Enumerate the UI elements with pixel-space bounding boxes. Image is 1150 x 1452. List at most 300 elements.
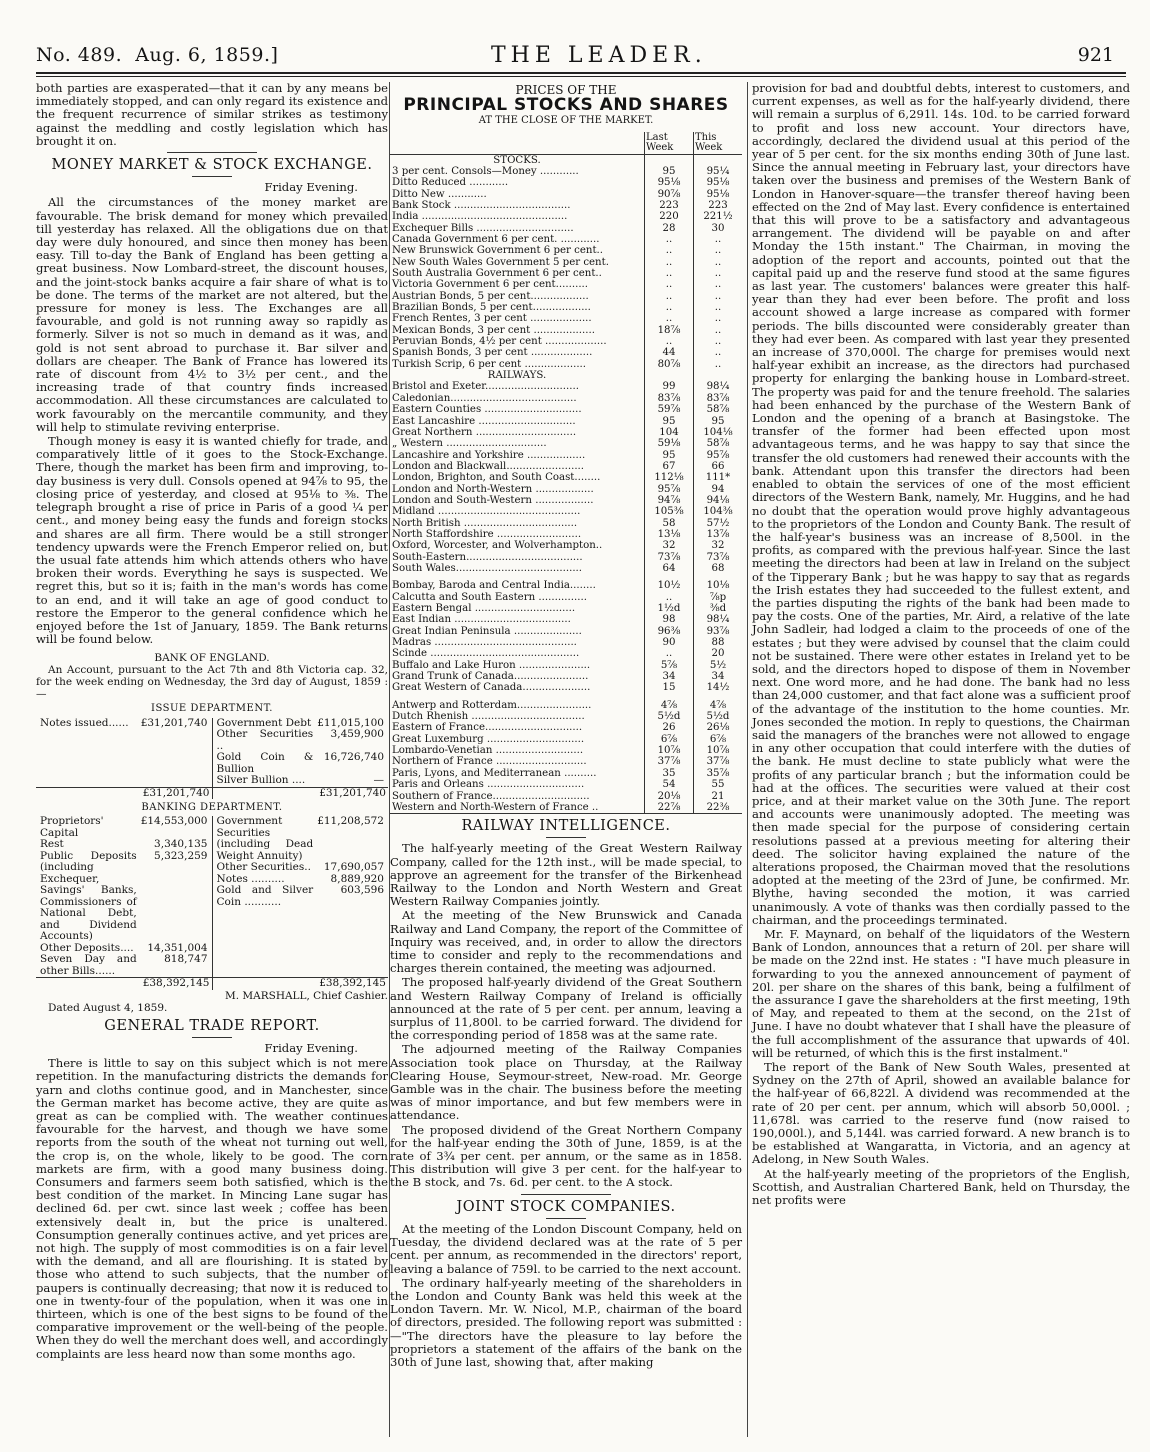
stock-name: New Brunswick Government 6 per cent.. bbox=[392, 245, 604, 257]
bank-item-label: Government Securities (including Dead Weight Annuity) bbox=[216, 815, 314, 862]
stock-category-label: STOCKS. bbox=[493, 154, 541, 166]
stock-last-week: 95⅞ bbox=[645, 484, 694, 495]
issue-row bbox=[38, 718, 210, 730]
stock-name: 3 per cent. Consols—Money ............ bbox=[392, 165, 579, 177]
bank-item-label: Notes issued...... bbox=[40, 716, 129, 729]
stock-this-week: 104⅜ bbox=[694, 506, 743, 517]
last-week-header: Last Week bbox=[645, 132, 694, 155]
stock-last-week: 15 bbox=[645, 682, 694, 693]
stock-this-week: 22⅜ bbox=[694, 802, 743, 814]
stock-name-header bbox=[390, 132, 645, 155]
stock-row bbox=[390, 427, 742, 438]
stock-name: Great Northern ............................... bbox=[392, 426, 577, 438]
stock-row bbox=[390, 245, 742, 256]
stock-last-week: 20⅛ bbox=[645, 791, 694, 802]
stock-last-week: 54 bbox=[645, 779, 694, 790]
stock-name: Ditto Reduced ............ bbox=[392, 177, 509, 189]
stock-last-week: 1½d bbox=[645, 603, 694, 614]
stock-last-week: 5½d bbox=[645, 711, 694, 722]
stock-name: Paris, Lyons, and Mediterranean .......... bbox=[392, 767, 597, 779]
stock-this-week: .. bbox=[694, 279, 743, 290]
stock-this-week: 20 bbox=[694, 648, 743, 659]
chartered-bank-paragraph: At the half-yearly meeting of the proprietors of the English, Scottish, and Australian Chartered Bank, held on Thursday, the net profits were bbox=[752, 1166, 1130, 1208]
stock-name: East Indian .................................... bbox=[392, 614, 571, 626]
bank-intro: An Account, pursuant to the Act 7th and 8th Victoria cap. 32, for the week ending on Wednesday, the 3rd day of August, 1859 :— bbox=[36, 664, 388, 701]
stock-name: „ Western ............................... bbox=[392, 438, 547, 450]
stock-this-week: .. bbox=[694, 359, 743, 370]
stock-row bbox=[390, 336, 742, 347]
stock-last-week: 104 bbox=[645, 427, 694, 438]
stock-row bbox=[390, 257, 742, 268]
stock-row bbox=[390, 381, 742, 392]
stock-row bbox=[390, 438, 742, 449]
issue-department-title: ISSUE DEPARTMENT. bbox=[151, 703, 273, 715]
stock-row bbox=[390, 563, 742, 574]
stock-row bbox=[390, 416, 742, 427]
stock-name: Western and North-Western of France .. bbox=[390, 802, 645, 814]
stock-row bbox=[390, 722, 742, 733]
money-market-paragraph: All the circumstances of the money market are favourable. The brisk demand for money which prevailed till yesterday has relaxed. All the obligations due on that day were duly honoured, and since then money has been easy. Till to-day the Bank of England has been getting a great business. Now Lombard-street, the discount houses, and the joint-stock banks acquire a fair share of what is to be done. The terms of the market are not altered, but the pressure for money is less. The Exchanges are all favourable, and gold is not running away so rapidly as formerly. Silver is not so much in demand as it was, and gold is not sent abroad to purchase it. Bar silver and dollars are cheaper. The Bank of France has lowered its rate of discount from 4½ to 3½ per cent., and the increasing trade of that country finds increased accommodation. All these circumstances are calculated to work favourably on the mercantile community, and they will help to stimulate reviving enterprise. bbox=[36, 195, 388, 434]
stock-this-week: 37⅞ bbox=[694, 756, 743, 767]
bank-item-amount: 17,690,057 bbox=[323, 861, 384, 874]
stock-name: Great Luxemburg .............................. bbox=[392, 733, 585, 745]
stock-last-week: 64 bbox=[645, 563, 694, 574]
stock-this-week: 95⅛ bbox=[694, 189, 743, 200]
banking-row bbox=[215, 885, 387, 908]
stock-name: Turkish Scrip, 6 per cent ................... bbox=[392, 358, 587, 370]
stock-name: Dutch Rhenish ................................... bbox=[392, 711, 585, 723]
stock-name: South-Eastern.................................... bbox=[392, 551, 583, 563]
stock-row bbox=[390, 791, 742, 802]
stock-this-week: 5½d bbox=[694, 711, 743, 722]
stock-this-week: 94 bbox=[694, 484, 743, 495]
stock-last-week: .. bbox=[645, 234, 694, 245]
stock-row bbox=[390, 177, 742, 188]
stock-last-week: 80⅞ bbox=[645, 359, 694, 370]
stock-last-week: 112⅛ bbox=[645, 472, 694, 483]
new-south-wales-paragraph: The report of the Bank of New South Wales, presented at Sydney on the 27th of April, showed an available balance for the half-year of 66,822l. A dividend was recommended at the rate of 20 per cent. per annum, which will absorb 50,000l. ; 11,678l. was carried to the reserve fund (now raised to 190,000l.), and 5,144l. was carried forward. A new branch is to be established at Wangaratta, in Victoria, and an agency at Adelong, in New South Wales. bbox=[752, 1060, 1130, 1167]
stock-name: Lombardo-Venetian ........................... bbox=[392, 745, 584, 757]
stock-name: London and Blackwall........................ bbox=[392, 460, 585, 472]
banking-assets bbox=[212, 816, 388, 978]
banking-row bbox=[38, 954, 210, 977]
column-divider bbox=[747, 82, 748, 1437]
stock-name: Great Western of Canada..................... bbox=[392, 682, 591, 694]
stock-this-week: .. bbox=[694, 291, 743, 302]
stock-name: Lancashire and Yorkshire .................. bbox=[392, 449, 586, 461]
stock-this-week: 88 bbox=[694, 637, 743, 648]
stock-last-week: 83⅞ bbox=[645, 393, 694, 404]
stock-last-week: .. bbox=[645, 313, 694, 324]
bank-item-amount: 16,726,740 bbox=[323, 751, 384, 764]
stock-this-week: 223 bbox=[694, 200, 743, 211]
stock-this-week: 6⅞ bbox=[694, 734, 743, 745]
stock-this-week: .. bbox=[694, 257, 743, 268]
stock-name: Eastern of France.............................. bbox=[392, 722, 583, 734]
stock-name: Caledonian....................................... bbox=[392, 392, 577, 404]
railway-heading: RAILWAY INTELLIGENCE. bbox=[461, 818, 671, 835]
issue-row bbox=[215, 729, 387, 752]
stock-row bbox=[390, 711, 742, 722]
stock-row bbox=[390, 660, 742, 671]
bank-item-label: Public Deposits (including Exchequer, Savings' Banks, Commissioners of National Debt, and Dividend Accounts) bbox=[40, 849, 137, 943]
stock-last-week: 44 bbox=[645, 347, 694, 358]
stock-this-week: .. bbox=[694, 313, 743, 324]
stock-row bbox=[390, 506, 742, 517]
header-rule-thin bbox=[36, 76, 1126, 77]
issue-row bbox=[215, 775, 387, 787]
bank-item-amount: £31,201,740 bbox=[140, 716, 208, 729]
stock-row bbox=[390, 200, 742, 211]
general-trade-date: Friday Evening. bbox=[264, 1040, 358, 1055]
stock-name: North Staffordshire .......................... bbox=[392, 528, 582, 540]
bank-item-amount: 8,889,920 bbox=[330, 872, 384, 885]
stock-last-week: 32 bbox=[645, 540, 694, 551]
stock-row bbox=[390, 682, 742, 693]
stock-last-week: 22⅞ bbox=[645, 802, 694, 814]
banking-department-table bbox=[36, 816, 388, 990]
stock-last-week: 98 bbox=[645, 614, 694, 625]
stock-last-week: 73⅞ bbox=[645, 552, 694, 563]
general-trade-heading: GENERAL TRADE REPORT. bbox=[104, 1017, 320, 1034]
section-rule bbox=[546, 1218, 586, 1219]
stock-name: Spanish Bonds, 3 per cent ................... bbox=[392, 347, 593, 359]
stock-row bbox=[390, 614, 742, 625]
stock-row bbox=[390, 302, 742, 313]
stock-last-week: 105⅜ bbox=[645, 506, 694, 517]
stock-row bbox=[390, 671, 742, 682]
stock-last-week: .. bbox=[645, 279, 694, 290]
stock-row bbox=[390, 637, 742, 648]
issue-assets bbox=[212, 718, 388, 788]
stock-this-week: 10⅞ bbox=[694, 745, 743, 756]
stock-this-week: .. bbox=[694, 336, 743, 347]
stock-last-week: 18⅞ bbox=[645, 325, 694, 336]
stock-name: Austrian Bonds, 5 per cent.................. bbox=[392, 290, 589, 302]
stock-this-week: 14½ bbox=[694, 682, 743, 693]
stock-last-week: 26 bbox=[645, 722, 694, 733]
stock-row bbox=[390, 552, 742, 563]
banking-department-title: BANKING DEPARTMENT. bbox=[141, 802, 283, 814]
stock-last-week: 220 bbox=[645, 211, 694, 222]
stock-row bbox=[390, 495, 742, 506]
stock-this-week: 95 bbox=[694, 416, 743, 427]
stock-this-week: 58⅞ bbox=[694, 438, 743, 449]
joint-stock-paragraph: At the meeting of the London Discount Company, held on Tuesday, the dividend declared was at the rate of 5 per cent. per annum, as recommended in the directors' report, leaving a balance of 759l. to be carried to the next account. bbox=[390, 1221, 742, 1276]
bank-item-label: Rest bbox=[40, 838, 64, 851]
stock-this-week: 5½ bbox=[694, 660, 743, 671]
stock-this-week: 95⅞ bbox=[694, 450, 743, 461]
section-rule bbox=[192, 176, 232, 177]
stock-name: Exchequer Bills .............................. bbox=[392, 222, 574, 234]
stock-this-week: 4⅞ bbox=[694, 700, 743, 711]
stock-row bbox=[390, 279, 742, 290]
stock-last-week: 95⅛ bbox=[645, 177, 694, 188]
stock-last-week: 5⅞ bbox=[645, 660, 694, 671]
stock-last-week: 4⅞ bbox=[645, 700, 694, 711]
stock-last-week: 6⅞ bbox=[645, 734, 694, 745]
stock-name: Buffalo and Lake Huron ...................... bbox=[392, 659, 591, 671]
stocks-title-line3: AT THE CLOSE OF THE MARKET. bbox=[478, 115, 654, 127]
bank-item-amount: 5,323,259 bbox=[154, 849, 208, 862]
stock-name: Calcutta and South Eastern ............... bbox=[392, 591, 587, 603]
stock-name: Paris and Orleans .............................. bbox=[392, 779, 585, 791]
stock-this-week: 32 bbox=[694, 540, 743, 551]
stock-last-week: 59⅞ bbox=[645, 404, 694, 415]
stock-this-week: .. bbox=[694, 325, 743, 336]
stock-last-week: 10⅞ bbox=[645, 745, 694, 756]
general-trade-paragraph: There is little to say on this subject which is not mere repetition. In the manufacturing districts the demands for yarn and cloths continue good, and in Manchester, since the German market has become active, they are quite as great as can be complied with. The weather continues favourable for the harvest, and though we have some reports from the south of the wheat not turning out well, the crop is, on the whole, likely to be good. The corn markets are firm, with a good many business doing. Consumers and farmers seem both satisfied, which is the best condition of the market. In Mincing Lane sugar has declined 6d. per cwt. since last week ; coffee has been extensively dealt in, but the price is unaltered. Consumption generally continues active, and yet prices are not high. The supply of most commodities is on a fair level with the demand, and all are flourishing. It is stated by those who attend to such subjects, that the number of paupers is continually decreasing; that now it is reduced to one in twenty-four of the population, when it was one in thirteen, which is one of the best signs to be found of the comparative improvement or the well-being of the people. When they do well the merchant does well, and accordingly complaints are less heard now than some months ago. bbox=[36, 1056, 388, 1361]
stock-this-week: ⅞p bbox=[694, 592, 743, 603]
stock-this-week: 98¼ bbox=[694, 381, 743, 392]
stock-last-week: 96⅜ bbox=[645, 626, 694, 637]
bank-item-label: Seven Day and other Bills...... bbox=[40, 953, 137, 977]
railway-paragraph: At the meeting of the New Brunswick and Canada Railway and Land Company, the report of the Committee of Inquiry was received, and, in order to allow the directors time to consider and reply to the recommendations and charges therein contained, the meeting was adjourned. bbox=[390, 908, 742, 976]
railway-paragraph: The adjourned meeting of the Railway Companies Association took place on Thursday, at the Railway Clearing House, Seymour-street, New-road. Mr. George Gamble was in the chair. The business before the meeting was of minor importance, and but few members were in attendance. bbox=[390, 1042, 742, 1123]
stock-last-week: 34 bbox=[645, 671, 694, 682]
stock-row bbox=[390, 802, 742, 814]
stock-name: Oxford, Worcester, and Wolverhampton.. bbox=[392, 540, 603, 552]
stock-row bbox=[390, 540, 742, 551]
stock-row bbox=[390, 626, 742, 637]
stock-name: London and North-Western .................. bbox=[392, 483, 594, 495]
newspaper-title: THE LEADER. bbox=[491, 43, 707, 68]
issue-total-right: £31,201,740 bbox=[212, 787, 388, 799]
stock-name: London, Brighton, and South Coast........ bbox=[392, 472, 601, 484]
stock-this-week: 26⅛ bbox=[694, 722, 743, 733]
page-header bbox=[36, 44, 1126, 74]
railway-paragraph: The proposed half-yearly dividend of the Great Southern and Western Railway Company of Ireland is officially announced at the rate of 5 per cent. per annum, leaving a surplus of 11,800l. to be carried forward. The dividend for the corresponding period of 1858 was at the same rate. bbox=[390, 975, 742, 1043]
stock-row bbox=[390, 580, 742, 591]
stock-name: Eastern Counties .............................. bbox=[392, 404, 582, 416]
stock-name: Great Indian Peninsula ..................... bbox=[392, 625, 582, 637]
bank-item-amount: — bbox=[373, 774, 384, 787]
this-week-header: This Week bbox=[694, 132, 743, 155]
stock-name: Bombay, Baroda and Central India........ bbox=[392, 580, 596, 592]
stock-row bbox=[390, 756, 742, 767]
section-rule bbox=[192, 1037, 232, 1038]
stock-name: Mexican Bonds, 3 per cent ................... bbox=[392, 324, 595, 336]
stock-last-week: 58 bbox=[645, 518, 694, 529]
stock-name: South Australia Government 6 per cent.. bbox=[392, 268, 602, 280]
stock-this-week: 55 bbox=[694, 779, 743, 790]
stock-last-week: 94⅞ bbox=[645, 495, 694, 506]
stock-row bbox=[390, 700, 742, 711]
stock-row bbox=[390, 291, 742, 302]
stock-row bbox=[390, 211, 742, 222]
stock-this-week: 66 bbox=[694, 461, 743, 472]
stock-last-week: 13⅛ bbox=[645, 529, 694, 540]
stock-this-week: .. bbox=[694, 234, 743, 245]
stock-row bbox=[390, 648, 742, 659]
issue-total-left: £31,201,740 bbox=[36, 787, 212, 799]
stock-this-week: .. bbox=[694, 302, 743, 313]
stock-category-label: RAILWAYS. bbox=[487, 370, 547, 382]
bank-item-amount: 818,747 bbox=[164, 953, 208, 966]
joint-stock-continued: provision for bad and doubtful debts, interest to customers, and current expenses, as well as for the half-yearly dividend, there will remain a surplus of 6,291l. 14s. 10d. to be carried forward to profit and loss new account. Your directors have, accordingly, declared the dividend usual at this period of the year of 5 per cent. for the six months ending 30th of June last. Since the annual meeting in February last, your directors have taken over the business and premises of the Western Bank of London in Hanover-square—the transfer thereof having been effected on the 2nd of May last. Every confidence is entertained that this will prove to be a satisfactory and advantageous arrangement. The dividend will be payable on and after Monday the 15th instant." The Chairman, in moving the adoption of the report and accounts, pointed out that the capital paid up and the reserve fund stood at the same figures as last year. The customers' balances were greater this half-year than they had ever been before. The profit and loss account showed a large increase as compared with former periods. The bills discounted were considerably greater than they had ever been. As compared with last year they presented an increase of 370,000l. The charge for premises would next half-year exhibit an increase, as the directors had purchased property for enlarging the banking house in Lombard-street. The property was paid for and the tenure freehold. The salaries had been enhanced by the purchase of the Western Bank of London and the opening of a branch at Basingstoke. The transfer of the former had been effected upon most advantageous terms, and he was happy to say that since the transfer the old customers had renewed their accounts with the bank. Attendant upon this transfer the directors had been enabled to obtain the services of one of the most efficient directors of the Western Bank, namely, Mr. Huggins, and he had no doubt that the operation would prove highly advantageous to the proprietors of the London and County Bank. The result of the half-year's business was an increase of 8,500l. in the profits, as compared with the previous half-year. Since the last meeting the directors had been at law in Ireland on the subject of the Tipperary Bank ; but he was happy to say that as regards the Irish estates they had succeeded to the fullest extent, and the parties disputing the rights of the bank had been made to pay the costs. One of the parties, Mr. Aird, a relative of the late John Sadleir, had lodged a claim to the proceeds of one of the estates ; but they were advised by counsel that the claim could not be sustained. There were other estates in Ireland yet to be sold, and the directors hoped to dispose of them in November next. One word more, and he had done. The bank had no less than 24,000 customer, and that fact alone was a sufficient proof of the advantage of the institution to the home counties. Mr. Jones seconded the motion. In reply to questions, the Chairman said the managers of the branches were not allowed to engage in any other occupation that could interfere with the duties of the bank. He must decline to state publicly what were the profits of any particular branch ; but the information could be had at the offices. The securities were valued at their cost price, and at their market value on the 30th June. The report and accounts were unanimously adopted. The meeting was then made special for the purpose of considering certain resolutions passed at a previous meeting for altering their deed. The solicitor having explained the nature of the alterations proposed, the Chairman moved that the resolutions adopted at the meeting of the 23rd of June, be confirmed. Mr. Blythe, having seconded the motion, it was carried unanimously. A vote of thanks was then cordially passed to the chairman, and the proceedings terminated. bbox=[752, 81, 1130, 927]
stock-last-week: .. bbox=[645, 302, 694, 313]
stock-this-week: 68 bbox=[694, 563, 743, 574]
stock-this-week: 95⅛ bbox=[694, 177, 743, 188]
stock-last-week: 95 bbox=[645, 416, 694, 427]
stock-row bbox=[390, 347, 742, 358]
stock-this-week: 111* bbox=[694, 472, 743, 483]
stock-name: Madras ............................................ bbox=[392, 637, 577, 649]
stock-category-row bbox=[390, 154, 742, 166]
bank-signature: M. MARSHALL, Chief Cashier. bbox=[224, 989, 388, 1002]
stock-last-week: 35 bbox=[645, 768, 694, 779]
bank-dated: Dated August 4, 1859. bbox=[48, 1001, 168, 1014]
issue-department-table bbox=[36, 718, 388, 800]
intro-paragraph: both parties are exasperated—that it can by any means be immediately stopped, and can only regard its existence and the frequent recurrence of similar strikes as testimony against the meddling and costly legislation which has brought it on. bbox=[36, 81, 388, 148]
stock-this-week: 30 bbox=[694, 223, 743, 234]
stock-row bbox=[390, 529, 742, 540]
stock-name: Midland ............................................ bbox=[392, 506, 581, 518]
stock-row bbox=[390, 734, 742, 745]
bank-item-amount: 3,459,900 bbox=[330, 728, 384, 741]
banking-row bbox=[215, 862, 387, 874]
issue-liabilities bbox=[36, 718, 212, 788]
stocks-title-line1: PRICES OF THE bbox=[515, 83, 617, 97]
stock-row bbox=[390, 472, 742, 483]
stock-last-week: 28 bbox=[645, 223, 694, 234]
stock-this-week: 21 bbox=[694, 791, 743, 802]
stock-name: French Rentes, 3 per cent ................... bbox=[392, 313, 592, 325]
stock-last-week: .. bbox=[645, 291, 694, 302]
header-rule bbox=[36, 72, 1126, 74]
bank-item-label: Silver Bullion .... bbox=[216, 774, 306, 787]
stock-this-week: 98¼ bbox=[694, 614, 743, 625]
stock-row bbox=[390, 603, 742, 614]
stock-this-week: 35⅞ bbox=[694, 768, 743, 779]
stock-this-week: ⅜d bbox=[694, 603, 743, 614]
bank-item-label: Gold Coin & Bullion bbox=[216, 751, 314, 775]
railway-paragraph: The proposed dividend of the Great Northern Company for the half-year ending the 30th of June, 1859, is at the rate of 3¾ per cent. per annum, or the same as in 1858. This distribution will give 3 per cent. for the half-year to the B stock, and 7s. 6d. per cent. to the A stock. bbox=[390, 1122, 742, 1190]
stock-row bbox=[390, 234, 742, 245]
stock-row bbox=[390, 313, 742, 324]
bank-item-label: Other Securities.. bbox=[216, 861, 311, 874]
stock-last-week: .. bbox=[645, 268, 694, 279]
stock-last-week: .. bbox=[645, 648, 694, 659]
stock-name: Southern of France.............................. bbox=[392, 790, 590, 802]
stock-row bbox=[390, 325, 742, 336]
stock-name: Canada Government 6 per cent. ............ bbox=[392, 234, 600, 246]
stock-this-week: 83⅞ bbox=[694, 393, 743, 404]
stock-this-week: .. bbox=[694, 268, 743, 279]
stock-row bbox=[390, 779, 742, 790]
stock-this-week: 13⅞ bbox=[694, 529, 743, 540]
stock-name: Bank Stock .................................... bbox=[392, 199, 571, 211]
stock-last-week: .. bbox=[645, 592, 694, 603]
stock-row bbox=[390, 461, 742, 472]
stock-last-week: 10½ bbox=[645, 580, 694, 591]
stock-name: North British ................................... bbox=[392, 517, 578, 529]
page-number: 921 bbox=[1077, 44, 1114, 66]
stock-this-week: 104⅛ bbox=[694, 427, 743, 438]
stock-row bbox=[390, 484, 742, 495]
issue-number-date: No. 489. Aug. 6, 1859.] bbox=[36, 44, 279, 66]
money-market-paragraph: Though money is easy it is wanted chiefly for trade, and comparatively little of it goes to the Stock-Exchange. There, though the market has been firm and improving, to-day business is very dull. Consols opened at 94⅞ to 95, the closing price of yesterday, and closed at 95⅛ to ⅜. The telegraph brought a rise of price in Paris of a good ¼ per cent., and money being easy the funds and foreign stocks and shares are all firm. There would be a still stronger tendency upwards were the French Emperor relied on, but the usual fate attends him which attends others who have broken their words. Everything he says is suspected. We regret this, but so it is; faith in the man's words has come to an end, and it will take an age of good conduct to restore the Emperor to the general confidence which he enjoyed before the 1st of January, 1859. The Bank returns will be found below. bbox=[36, 434, 388, 647]
banking-row bbox=[38, 839, 210, 851]
stock-this-week: 10⅛ bbox=[694, 580, 743, 591]
stock-last-week: .. bbox=[645, 336, 694, 347]
stock-name: Peruvian Bonds, 4½ per cent ................... bbox=[392, 336, 607, 348]
section-rule bbox=[546, 837, 586, 838]
stock-last-week: 90 bbox=[645, 637, 694, 648]
stock-row bbox=[390, 768, 742, 779]
stock-row bbox=[390, 166, 742, 177]
stock-name: South Wales....................................... bbox=[392, 562, 583, 574]
stock-name: Eastern Bengal ............................... bbox=[392, 603, 576, 615]
stock-name: Grand Trunk of Canada....................... bbox=[392, 671, 589, 683]
bank-item-label: Notes .......... bbox=[216, 872, 285, 885]
railway-paragraph: The half-yearly meeting of the Great Western Railway Company, called for the 12th inst., will be made special, to approve an agreement for the transfer of the Birkenhead Railway to the London and North Western and Great Western Railway Companies jointly. bbox=[390, 841, 742, 909]
stock-row bbox=[390, 189, 742, 200]
stock-name: Scinde .............................................. bbox=[392, 648, 580, 660]
stock-this-week: 57½ bbox=[694, 518, 743, 529]
section-rule bbox=[167, 152, 257, 153]
bank-item-amount: 603,596 bbox=[340, 884, 384, 897]
stock-name: Bristol and Exeter............................. bbox=[392, 381, 579, 393]
stock-prices-table bbox=[390, 132, 742, 815]
banking-row bbox=[38, 851, 210, 943]
stock-last-week: 95 bbox=[645, 166, 694, 177]
stock-this-week: 73⅞ bbox=[694, 552, 743, 563]
bank-item-amount: £11,208,572 bbox=[317, 815, 384, 828]
stock-name: India ............................................. bbox=[392, 211, 568, 223]
stock-row bbox=[390, 404, 742, 415]
stock-this-week: 95¼ bbox=[694, 166, 743, 177]
banking-total-left: £38,392,145 bbox=[36, 978, 212, 990]
banking-total-right: £38,392,145 bbox=[212, 978, 388, 990]
bank-item-label: Government Debt bbox=[216, 716, 312, 729]
bank-item-amount: £14,553,000 bbox=[140, 815, 208, 828]
banking-liabilities bbox=[36, 816, 212, 978]
stock-this-week: 93⅞ bbox=[694, 626, 743, 637]
column-2 bbox=[390, 82, 742, 1370]
stock-this-week: 221½ bbox=[694, 211, 743, 222]
stock-name: Brazilian Bonds, 5 per cent.................. bbox=[392, 302, 591, 314]
stock-last-week: 59⅛ bbox=[645, 438, 694, 449]
money-market-date: Friday Evening. bbox=[264, 180, 358, 195]
stock-name: London and South-Western .................. bbox=[392, 494, 594, 506]
stock-row bbox=[390, 745, 742, 756]
bank-title: BANK OF ENGLAND. bbox=[154, 652, 270, 665]
joint-stock-heading: JOINT STOCK COMPANIES. bbox=[456, 1198, 676, 1215]
stock-last-week: 95 bbox=[645, 450, 694, 461]
stock-row bbox=[390, 518, 742, 529]
stock-this-week: 94⅛ bbox=[694, 495, 743, 506]
column-1 bbox=[36, 82, 388, 1362]
stock-this-week: 34 bbox=[694, 671, 743, 682]
stock-row bbox=[390, 268, 742, 279]
stock-row bbox=[390, 223, 742, 234]
column-3 bbox=[752, 82, 1130, 1208]
joint-stock-paragraph: The ordinary half-yearly meeting of the shareholders in the London and County Bank was held this week at the London Tavern. Mr. W. Nicol, M.P., chairman of the board of directors, presided. The following report was submitted :—"The directors have the pleasure to lay before the proprietors a statement of the affairs of the bank on the 30th of June last, showing that, after making bbox=[390, 1275, 742, 1369]
bank-item-label: Gold and Silver Coin ........... bbox=[216, 884, 314, 908]
stock-name: Victoria Government 6 per cent.......... bbox=[392, 279, 589, 291]
stocks-title-main: PRINCIPAL STOCKS AND SHARES bbox=[403, 95, 729, 116]
stock-name: Antwerp and Rotterdam....................... bbox=[392, 699, 592, 711]
bank-item-amount: £11,015,100 bbox=[317, 716, 384, 729]
stock-this-week: 58⅞ bbox=[694, 404, 743, 415]
stock-name: Northern of France ............................ bbox=[392, 756, 587, 768]
stock-row bbox=[390, 359, 742, 370]
bank-item-amount: 3,340,135 bbox=[154, 838, 208, 851]
stock-category-row bbox=[390, 370, 742, 381]
stock-last-week: .. bbox=[645, 245, 694, 256]
stock-row bbox=[390, 592, 742, 603]
